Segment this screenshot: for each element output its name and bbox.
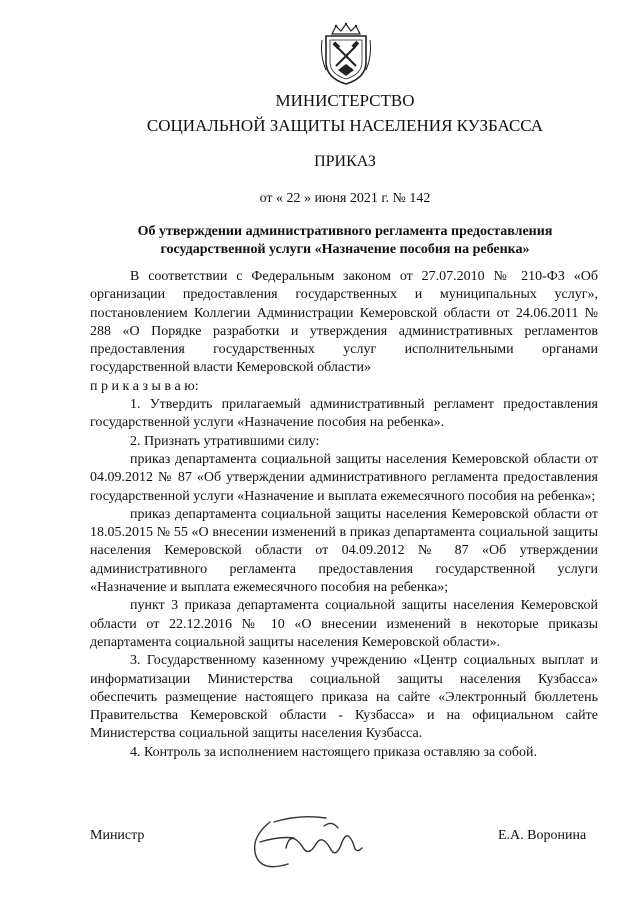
signatory-name: Е.А. Воронина (498, 828, 587, 843)
item-1: 1. Утвердить прилагаемый административный регламент предоставления государственной услуги «Назначение пособия на ребенка». (90, 397, 598, 431)
handwritten-signature-icon (230, 808, 380, 878)
order-body (90, 268, 598, 762)
item-2c: пункт 3 приказа департамента социальной защиты населения Кемеровской области от 22.12.2016 № 10 «О внесении изменений в некоторые приказы департамента социальной защиты населения Кемеровской области». (90, 598, 598, 650)
order-word: п р и к а з ы в а ю: (90, 378, 199, 394)
kuzbass-coat-of-arms-icon (318, 22, 374, 86)
order-subject (90, 223, 600, 259)
subject-line-2: государственной услуги «Назначение пособия на ребенка» (160, 242, 530, 257)
item-2: 2. Признать утратившими силу: (130, 433, 320, 449)
item-3: 3. Государственному казенному учреждению «Центр социальных выплат и информатизации Министерства социальной защиты населения Кузбасса» обеспечить размещение настоящего приказа на сайте «Электронный бюллетень Правительства Кемеровской области - Кузбасса» и на официальном сайте Министерства социальной защиты населения Кузбасса. (90, 653, 598, 742)
subject-line-1: Об утверждении административного регламента предоставления (137, 224, 553, 239)
item-2b: приказ департамента социальной защиты населения Кемеровской области от 18.05.2015 № 55 «О внесении изменений в приказ департамента социальной защиты населения Кемеровской области от 04.09.2012 № 87 «Об утверждении административного регламента предоставления государственной услуги «Назначение и выплата ежемесячного пособия на ребенка»; (90, 506, 598, 596)
preamble-paragraph: В соответствии с Федеральным законом от 27.07.2010 № 210-ФЗ «Об организации предоставления государственных и муниципальных услуг», постановлением Коллегии Администрации Кемеровской области от 24.06.2011 № 288 «О Порядке разработки и утверждения административных регламентов предоставления государственных услуг исполнительными органами государственной власти Кемеровской области» (90, 269, 598, 376)
ministry-name-line2: СОЦИАЛЬНОЙ ЗАЩИТЫ НАСЕЛЕНИЯ КУЗБАССА (146, 116, 544, 135)
order-date: от « 22 » июня 2021 г. № 142 (259, 191, 431, 206)
order-title: ПРИКАЗ (314, 153, 376, 170)
item-4: 4. Контроль за исполнением настоящего приказа оставляю за собой. (130, 744, 538, 760)
signatory-position: Министр (90, 828, 145, 843)
item-2a: приказ департамента социальной защиты населения Кемеровской области от 04.09.2012 № 87 «Об утверждении административного регламента предоставления государственной услуги «Назначение и выплата ежемесячного пособия на ребенка»; (90, 451, 598, 504)
ministry-name-line1: МИНИСТЕРСТВО (275, 91, 415, 110)
